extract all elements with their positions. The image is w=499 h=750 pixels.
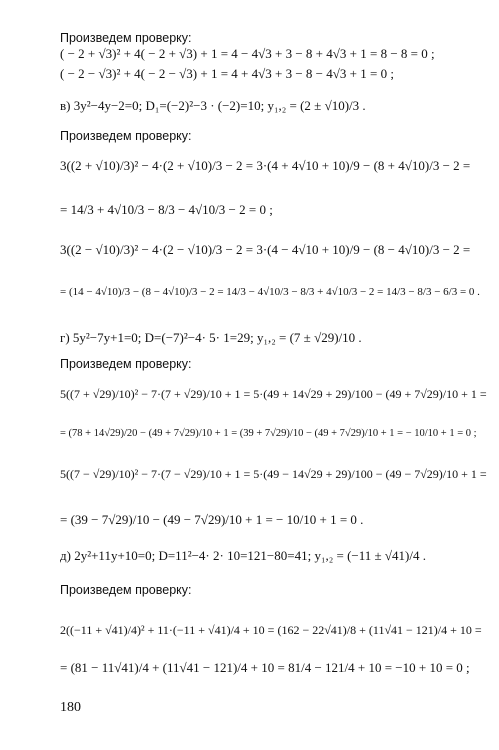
math-line: в) 3y²−4y−2=0; D₁=(−2)²−3 · (−2)=10; y₁,₂ = (2 ± √10)/3 . <box>60 98 366 113</box>
math-line: = 14/3 + 4√10/3 − 8/3 − 4√10/3 − 2 = 0 ; <box>60 202 273 217</box>
math-line: 3((2 + √10)/3)² − 4·(2 + √10)/3 − 2 = 3·(4 + 4√10 + 10)/9 − (8 + 4√10)/3 − 2 = <box>60 158 471 173</box>
math-line: = (14 − 4√10)/3 − (8 − 4√10)/3 − 2 = 14/3 − 4√10/3 − 8/3 + 4√10/3 − 2 = 14/3 − 8/3 − 6/3 = 0 . <box>60 286 480 298</box>
math-line: 2((−11 + √41)/4)² + 11·(−11 + √41)/4 + 10 = (162 − 22√41)/8 + (11√41 − 121)/4 + 10 = <box>60 623 482 637</box>
math-line: д) 2y²+11y+10=0; D=11²−4· 2· 10=121−80=41; y₁,₂ = (−11 ± √41)/4 . <box>60 548 426 563</box>
check-heading: Произведем проверку: <box>60 583 192 597</box>
math-line: = (39 − 7√29)/10 − (49 − 7√29)/10 + 1 = − 10/10 + 1 = 0 . <box>60 512 364 527</box>
math-line: 3((2 − √10)/3)² − 4·(2 − √10)/3 − 2 = 3·(4 − 4√10 + 10)/9 − (8 − 4√10)/3 − 2 = <box>60 242 471 257</box>
page-number: 180 <box>60 700 81 715</box>
math-line: = (81 − 11√41)/4 + (11√41 − 121)/4 + 10 = 81/4 − 121/4 + 10 = −10 + 10 = 0 ; <box>60 660 470 675</box>
math-line: ( − 2 − √3)² + 4( − 2 − √3) + 1 = 4 + 4√3 + 3 − 8 − 4√3 + 1 = 0 ; <box>60 66 394 81</box>
math-line: ( − 2 + √3)² + 4( − 2 + √3) + 1 = 4 − 4√3 + 3 − 8 + 4√3 + 1 = 8 − 8 = 0 ; <box>60 46 435 61</box>
check-heading: Произведем проверку: <box>60 31 192 45</box>
check-heading: Произведем проверку: <box>60 357 192 371</box>
check-heading: Произведем проверку: <box>60 129 192 143</box>
math-line: 5((7 + √29)/10)² − 7·(7 + √29)/10 + 1 = 5·(49 + 14√29 + 29)/100 − (49 + 7√29)/10 + 1 = <box>60 387 487 401</box>
math-line: = (78 + 14√29)/20 − (49 + 7√29)/10 + 1 = (39 + 7√29)/10 − (49 + 7√29)/10 + 1 = − 10/10 + 1 = 0 ; <box>60 428 477 439</box>
math-line: г) 5y²−7y+1=0; D=(−7)²−4· 5· 1=29; y₁,₂ = (7 ± √29)/10 . <box>60 330 362 345</box>
math-line: 5((7 − √29)/10)² − 7·(7 − √29)/10 + 1 = 5·(49 − 14√29 + 29)/100 − (49 − 7√29)/10 + 1 = <box>60 467 487 481</box>
